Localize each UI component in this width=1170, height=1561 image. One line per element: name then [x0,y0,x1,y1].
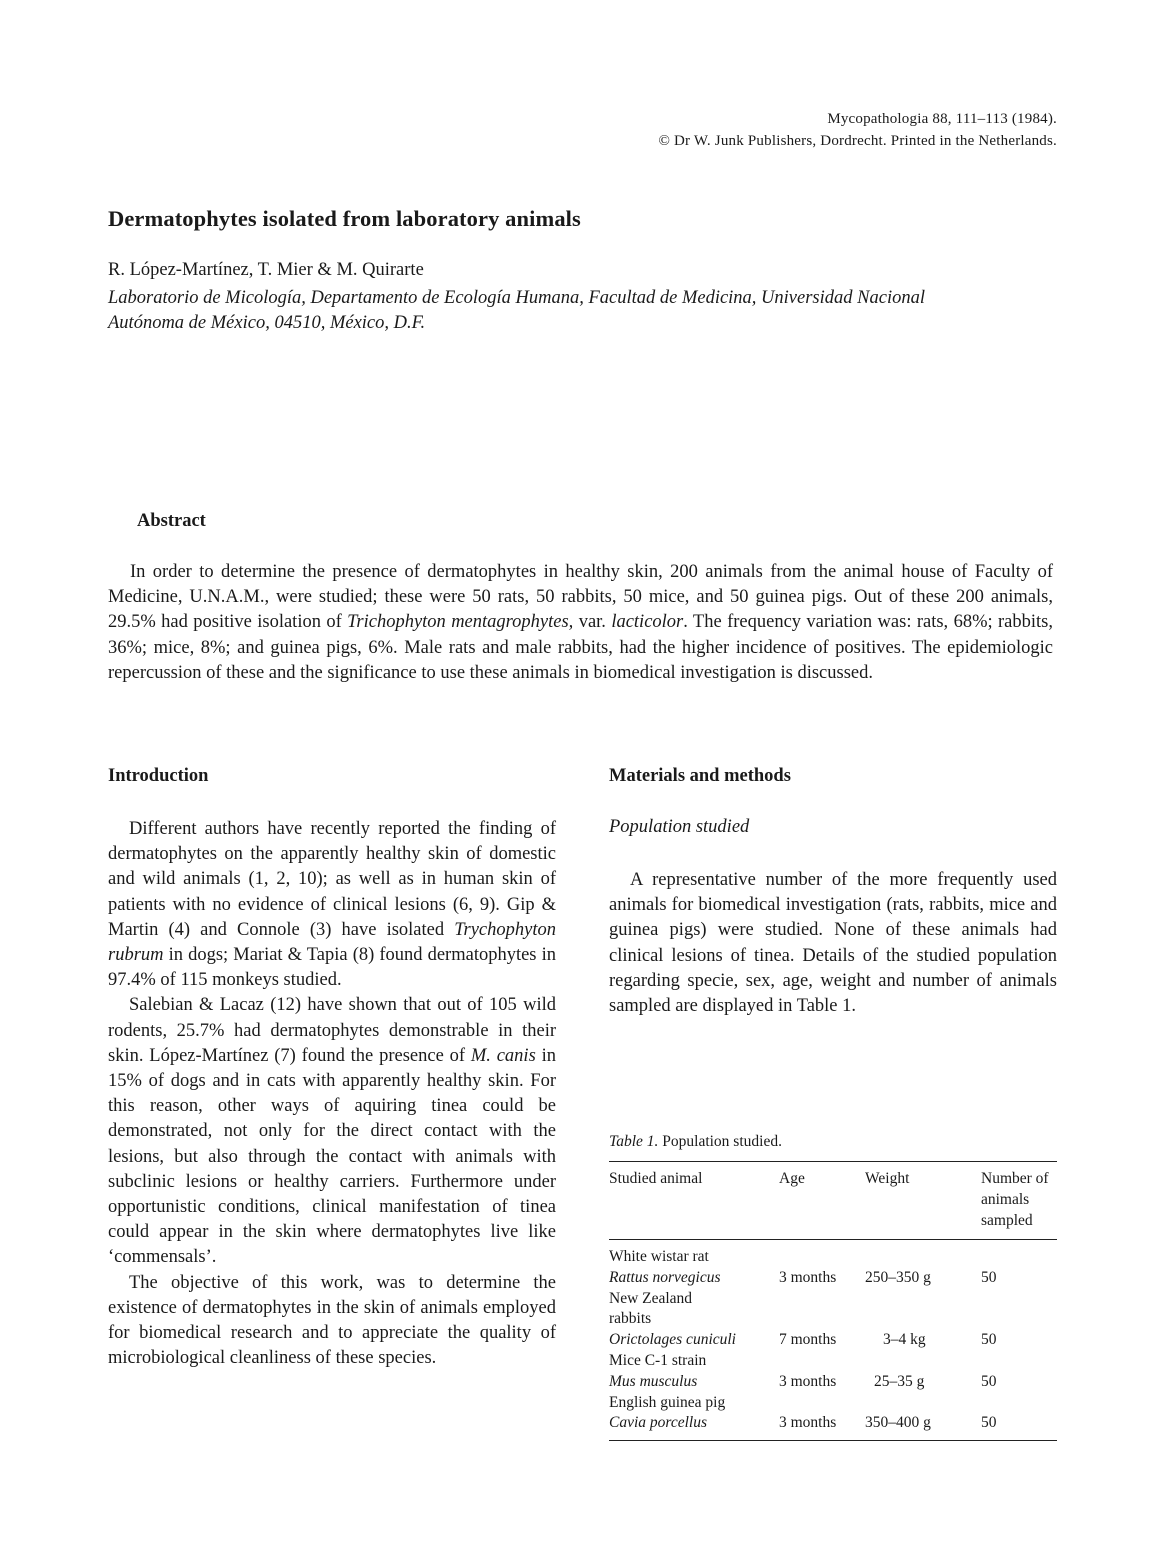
methods-subheading: Population studied [609,817,750,837]
table-row-common [609,1351,1057,1372]
table-row [609,1330,1057,1351]
abstract-text-1: In order to determine the presence of dermatophytes in healthy skin, 200 animals from the animal house of Faculty of Medicine, U.N.A.M., were studied; these were 50 rats, 50 rabbits, 50 mice, and 50 guinea pigs. Out of these 200 animals, 29.5% had positive isolation of [108,562,1053,633]
col-header-animal: Studied animal [609,1170,703,1187]
table-row-common [609,1393,1057,1414]
citation: Mycopathologia 88, 111–113 (1984). [827,111,1057,127]
age-cell: 3 months [779,1372,837,1390]
weight-cell: 250–350 g [865,1268,931,1286]
number-cell: 50 [981,1268,997,1286]
intro-text: Different authors have recently reported the finding of dermatophytes on the apparently healthy skin of domestic and wild animals (1, 2, 10); as well as in human skin of patients with no evidence of clinical lesions (6, 9). Gip & Martin (4) and Connole (3) have isolated [108,819,556,940]
age-cell: 3 months [779,1414,837,1432]
col-header-age: Age [779,1170,805,1187]
number-cell: 50 [981,1414,997,1432]
weight-cell: 25–35 g [874,1372,925,1390]
affiliation [108,286,1068,336]
introduction-heading: Introduction [108,766,209,786]
col-header-number: Number of animals sampled [981,1170,1049,1229]
journal-header [658,108,1057,152]
table-row-common [609,1240,1057,1268]
weight-cell: 3–4 kg [883,1331,926,1349]
methods-heading: Materials and methods [609,766,791,786]
table-row [609,1413,1057,1440]
age-cell: 3 months [779,1268,837,1286]
number-cell: 50 [981,1331,997,1349]
scientific-name: Cavia porcellus [609,1414,708,1432]
table-label: Table 1. [609,1133,659,1150]
common-name: White wistar rat [609,1248,709,1265]
table-row [609,1372,1057,1393]
abstract-body [108,560,1053,686]
population-table [609,1161,1057,1441]
table-header-row [609,1162,1057,1240]
intro-paragraph-1 [108,817,556,993]
scientific-name: Orictolages cuniculi [609,1331,736,1349]
article-title: Dermatophytes isolated from laboratory animals [108,206,581,231]
scientific-name: Rattus norvegicus [609,1268,721,1286]
introduction-body [108,817,556,1371]
col-header-weight: Weight [865,1170,910,1187]
intro-text: Salebian & Lacaz (12) have shown that out of 105 wild rodents, 25.7% had dermatophytes demonstrable in their skin. López-Martínez (7) found the presence of [108,995,556,1066]
intro-species: M. canis [470,1045,536,1066]
weight-cell: 350–400 g [865,1414,931,1432]
table-row [609,1268,1057,1289]
authors: R. López-Martínez, T. Mier & M. Quirarte [108,260,424,280]
age-cell: 7 months [779,1331,837,1349]
common-name-text: New Zealand rabbits [609,1289,693,1328]
table-caption [609,1133,782,1151]
common-name: Mice C-1 strain [609,1351,707,1369]
common-name [609,1289,1057,1331]
intro-paragraph-2 [108,993,556,1270]
intro-text: in 15% of dogs and in cats with apparently healthy skin. For this reason, other ways of aquiring tinea could be demonstrated, not only for the direct contact with the lesions, but also through the contact with animals with subclinic lesions or healthy carriers. Furthermore under opportunistic conditions, clinical manifestation of tinea could appear in the skin where dermatophytes live like ‘commensals’. [108,1045,556,1268]
table-caption-text: Population studied. [658,1133,782,1150]
table-row-common [609,1289,1057,1331]
scientific-name: Mus musculus [609,1372,698,1390]
methods-body [609,868,1057,1019]
abstract-heading: Abstract [137,511,206,531]
common-name: English guinea pig [609,1393,726,1411]
abstract-species: Trichophyton mentagrophytes, [347,612,574,633]
affiliation-line-1: Laboratorio de Micología, Departamento de Ecología Humana, Facultad de Medicina, Universidad Nacional [108,288,925,308]
abstract-variety: lacticolor [611,612,684,633]
abstract-text-2: var. [573,612,612,633]
intro-text: in dogs; Mariat & Tapia (8) found dermatophytes in 97.4% of 115 monkeys studied. [108,945,556,991]
methods-paragraph-1: A representative number of the more frequently used animals for biomedical investigation (rats, rabbits, mice and guinea pigs) were studied. None of these animals had clinical lesions of tinea. Details of the studied population regarding specie, sex, age, weight and number of animals sampled are displayed in Table 1. [609,870,1057,1017]
intro-species: Trychophyton rubrum [108,919,556,966]
abstract-text-3: . The frequency variation was: rats, 68%; rabbits, 36%; mice, 8%; and guinea pigs, 6%. Male rats and male rabbits, had the higher incidence of positives. The epidemiologic repercussion of these and the significance to use these animals in biomedical investigation is discussed. [108,612,1053,683]
number-cell: 50 [981,1372,997,1390]
intro-paragraph-3: The objective of this work, was to determine the existence of dermatophytes in the skin of animals employed for biomedical research and to appreciate the quality of microbiological cleanliness of these species. [108,1272,556,1369]
affiliation-line-2: Autónoma de México, 04510, México, D.F. [108,313,426,333]
publisher-line: © Dr W. Junk Publishers, Dordrecht. Printed in the Netherlands. [658,133,1057,149]
